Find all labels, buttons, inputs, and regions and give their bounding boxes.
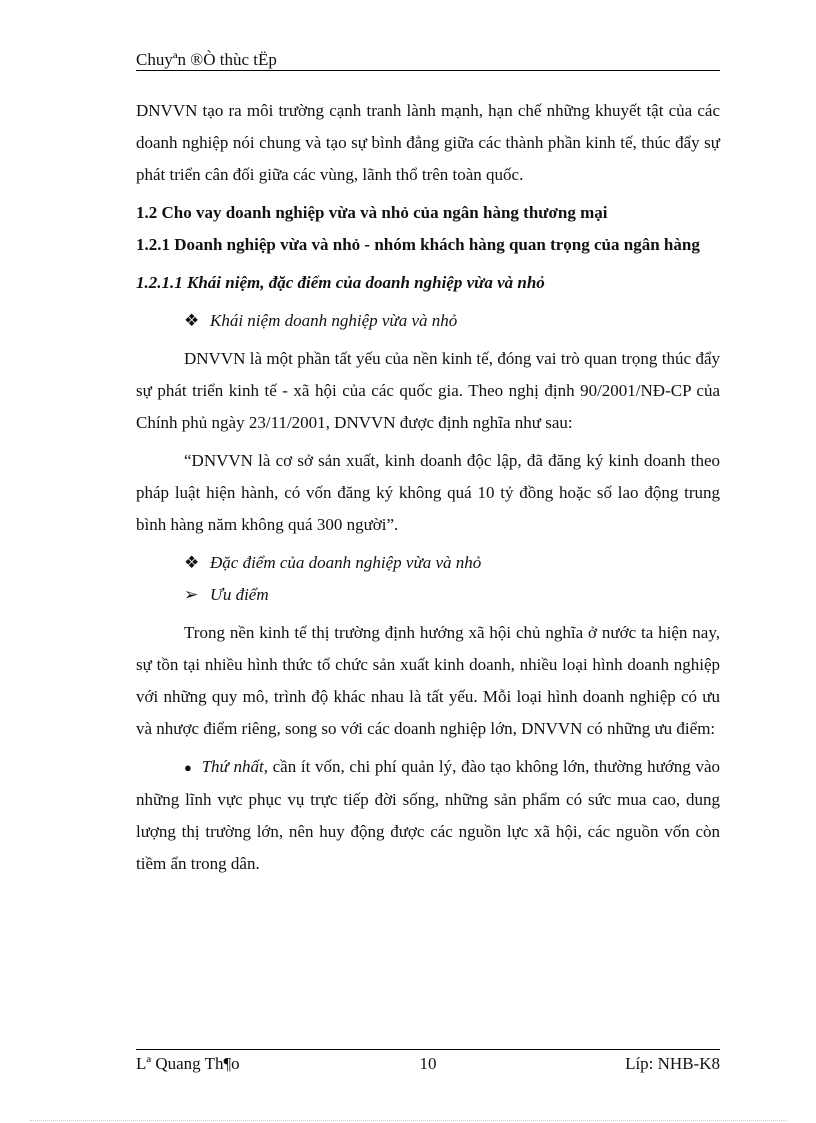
paragraph-advantages: Trong nền kinh tế thị trường định hướng xã hội chủ nghĩa ở nước ta hiện nay, sự tồn tại nhiều hình thức tổ chức sản xuất kinh doanh, nhiều loại hình doanh nghiệp với những quy mô, trình độ khác nhau là tất yếu. Mỗi loại hình doanh nghiệp có ưu và nhược điểm riêng, song so với các doanh nghiệp lớn, DNVVN có những ưu điểm: bbox=[136, 623, 720, 738]
paragraph-intro: DNVVN tạo ra môi trường cạnh tranh lành mạnh, hạn chế những khuyết tật của các doanh nghiệp nói chung và tạo sự bình đẳng giữa các thành phần kinh tế, thúc đẩy sự phát triển cân đối giữa các vùng, lãnh thổ trên toàn quốc. bbox=[136, 101, 720, 184]
bullet-label: Đặc điểm của doanh nghiệp vừa và nhỏ bbox=[210, 553, 482, 572]
heading-1-2: 1.2 Cho vay doanh nghiệp vừa và nhỏ của ngân hàng thương mại bbox=[136, 203, 608, 222]
page-boundary-line bbox=[30, 1120, 786, 1121]
dot-item-text: , cần ít vốn, chi phí quản lý, đào tạo không lớn, thường hướng vào những lĩnh vực phục vụ trực tiếp đời sống, những sản phẩm có sức mua cao, dung lượng thị trường lớn, nên huy động được các nguồn lực xã hội, các nguồn vốn còn tiềm ẩn trong dân. bbox=[136, 757, 721, 873]
footer-rule bbox=[136, 1049, 720, 1050]
header-rule bbox=[136, 70, 720, 71]
dot-icon: ● bbox=[184, 760, 193, 775]
footer-author: Lª Quang Th¶o bbox=[136, 1054, 240, 1073]
diamond-bullet-icon: ❖ bbox=[184, 311, 200, 330]
running-footer bbox=[136, 1054, 720, 1076]
paragraph-definition-quote: “DNVVN là cơ sở sản xuất, kinh doanh độc lập, đã đăng ký kinh doanh theo pháp luật hiện hành, có vốn đăng ký không quá 10 tỷ đồng hoặc số lao động trung bình hàng năm không quá 300 người”. bbox=[136, 451, 720, 534]
bullet-item-definition bbox=[136, 305, 720, 337]
diamond-bullet-icon: ❖ bbox=[184, 553, 200, 572]
dot-item-first bbox=[136, 751, 720, 880]
arrow-item-advantages bbox=[136, 579, 720, 611]
bullet-label: Khái niệm doanh nghiệp vừa và nhỏ bbox=[210, 311, 458, 330]
bullet-item-characteristics bbox=[136, 547, 720, 579]
arrow-label: Ưu điểm bbox=[210, 585, 269, 604]
arrowhead-icon: ➢ bbox=[184, 585, 199, 604]
document-body bbox=[136, 95, 720, 880]
footer-class: Líp: NHB-K8 bbox=[625, 1054, 720, 1073]
paragraph-definition-intro: DNVVN là một phần tất yếu của nền kinh tế, đóng vai trò quan trọng thúc đẩy sự phát triển kinh tế - xã hội của các quốc gia. Theo nghị định 90/2001/NĐ-CP của Chính phủ ngày 23/11/2001, DNVVN được định nghĩa như sau: bbox=[136, 349, 720, 432]
page-number: 10 bbox=[419, 1054, 437, 1073]
running-header: Chuyªn ®Ò thùc tËp bbox=[136, 50, 277, 69]
heading-1-2-1-1: 1.2.1.1 Khái niệm, đặc điểm của doanh nghiệp vừa và nhỏ bbox=[136, 273, 545, 292]
dot-item-lead: Thứ nhất bbox=[201, 757, 264, 776]
heading-1-2-1: 1.2.1 Doanh nghiệp vừa và nhỏ - nhóm khách hàng quan trọng của ngân hàng bbox=[136, 235, 700, 254]
